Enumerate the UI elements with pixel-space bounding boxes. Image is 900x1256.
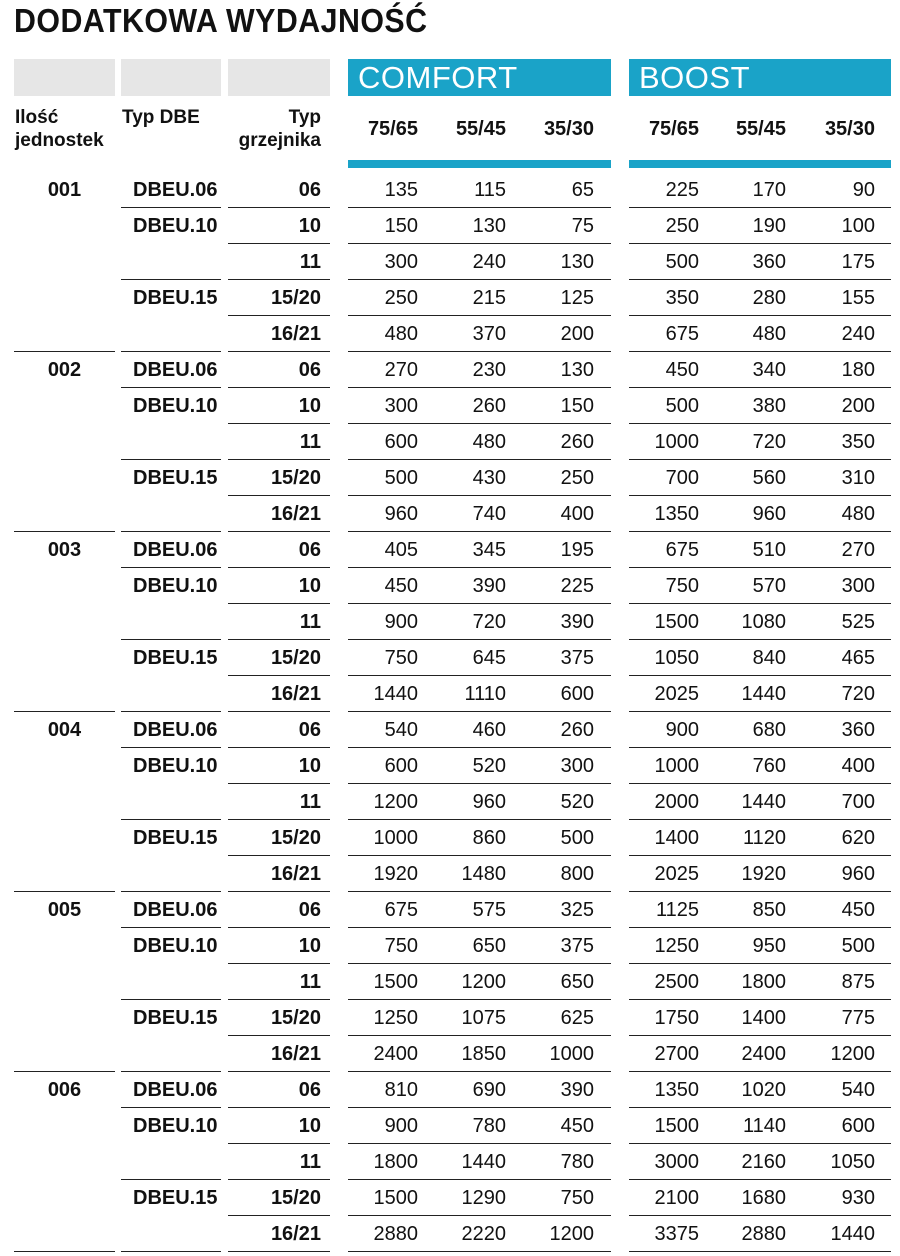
boost-value-cell: 570 <box>752 575 786 597</box>
boost-value-cell: 510 <box>752 539 786 561</box>
row-divider <box>228 1251 330 1252</box>
boost-value-cell: 560 <box>752 467 786 489</box>
table-row <box>0 424 900 460</box>
comfort-value-cell: 2400 <box>373 1043 418 1065</box>
boost-value-cell: 1800 <box>741 971 786 993</box>
comfort-value-cell: 1290 <box>461 1187 506 1209</box>
radiator-type-cell: 11 <box>299 971 321 993</box>
comfort-value-cell: 650 <box>472 935 506 957</box>
units-header-line1: Ilość <box>15 107 59 128</box>
boost-value-cell: 1080 <box>741 611 786 633</box>
dbe-type-cell: DBEU.06 <box>133 179 218 201</box>
comfort-value-cell: 260 <box>472 395 506 417</box>
comfort-value-cell: 520 <box>472 755 506 777</box>
comfort-value-cell: 65 <box>571 179 594 201</box>
radiator-type-cell: 11 <box>299 791 321 813</box>
comfort-value-cell: 650 <box>560 971 594 993</box>
boost-value-cell: 450 <box>665 359 699 381</box>
boost-value-cell: 720 <box>841 683 875 705</box>
comfort-value-cell: 345 <box>472 539 506 561</box>
boost-value-cell: 350 <box>841 431 875 453</box>
comfort-value-cell: 1200 <box>373 791 418 813</box>
boost-value-cell: 2025 <box>654 863 699 885</box>
boost-value-cell: 1050 <box>654 647 699 669</box>
comfort-value-cell: 1440 <box>461 1151 506 1173</box>
header-box-dbe <box>121 59 221 96</box>
comfort-value-cell: 130 <box>560 359 594 381</box>
comfort-value-cell: 240 <box>472 251 506 273</box>
comfort-value-cell: 390 <box>560 611 594 633</box>
boost-temp-header: 75/65 <box>648 118 699 140</box>
table-row <box>0 208 900 244</box>
boost-value-cell: 930 <box>841 1187 875 1209</box>
boost-value-cell: 1440 <box>830 1223 875 1245</box>
comfort-value-cell: 130 <box>472 215 506 237</box>
comfort-value-cell: 2220 <box>461 1223 506 1245</box>
comfort-value-cell: 750 <box>560 1187 594 1209</box>
boost-value-cell: 1750 <box>654 1007 699 1029</box>
comfort-value-cell: 150 <box>384 215 418 237</box>
radiator-type-cell: 06 <box>298 359 321 381</box>
comfort-value-cell: 1850 <box>461 1043 506 1065</box>
radiator-type-cell: 15/20 <box>270 827 321 849</box>
dbe-type-cell: DBEU.06 <box>133 539 218 561</box>
comfort-value-cell: 400 <box>560 503 594 525</box>
boost-value-cell: 1020 <box>741 1079 786 1101</box>
boost-value-cell: 465 <box>841 647 875 669</box>
boost-value-cell: 2880 <box>741 1223 786 1245</box>
radiator-type-cell: 16/21 <box>270 323 321 345</box>
boost-value-cell: 170 <box>752 179 786 201</box>
comfort-value-cell: 1000 <box>549 1043 594 1065</box>
boost-value-cell: 760 <box>752 755 786 777</box>
boost-value-cell: 280 <box>752 287 786 309</box>
dbe-type-cell: DBEU.06 <box>133 719 218 741</box>
boost-value-cell: 450 <box>841 899 875 921</box>
table-row <box>0 532 900 568</box>
boost-value-cell: 1125 <box>655 899 699 921</box>
radiator-header-line2: grzejnika <box>238 130 321 151</box>
boost-value-cell: 350 <box>665 287 699 309</box>
radiator-type-cell: 06 <box>298 179 321 201</box>
boost-value-cell: 2700 <box>654 1043 699 1065</box>
comfort-value-cell: 960 <box>472 791 506 813</box>
radiator-type-cell: 15/20 <box>270 647 321 669</box>
dbe-type-cell: DBEU.10 <box>133 755 218 777</box>
boost-value-cell: 1500 <box>654 1115 699 1137</box>
comfort-value-cell: 1480 <box>461 863 506 885</box>
comfort-value-cell: 250 <box>384 287 418 309</box>
row-divider <box>121 1251 221 1252</box>
comfort-temp-header: 75/65 <box>367 118 418 140</box>
comfort-value-cell: 1500 <box>373 1187 418 1209</box>
dbe-type-cell: DBEU.10 <box>133 215 218 237</box>
table-row <box>0 388 900 424</box>
dbe-column-header: Typ DBE <box>122 107 200 128</box>
boost-value-cell: 840 <box>752 647 786 669</box>
boost-header: BOOST <box>629 59 891 96</box>
boost-value-cell: 500 <box>665 251 699 273</box>
table-row <box>0 1216 900 1252</box>
boost-value-cell: 300 <box>841 575 875 597</box>
comfort-value-cell: 675 <box>384 899 418 921</box>
comfort-header-underline <box>348 160 611 168</box>
comfort-value-cell: 2880 <box>373 1223 418 1245</box>
boost-value-cell: 1500 <box>654 611 699 633</box>
table-row <box>0 1036 900 1072</box>
boost-header-underline <box>629 160 891 168</box>
dbe-type-cell: DBEU.06 <box>133 899 218 921</box>
comfort-value-cell: 130 <box>560 251 594 273</box>
table-row <box>0 604 900 640</box>
boost-value-cell: 240 <box>841 323 875 345</box>
boost-value-cell: 700 <box>841 791 875 813</box>
comfort-value-cell: 720 <box>472 611 506 633</box>
table-row <box>0 460 900 496</box>
header-box-units <box>14 59 115 96</box>
row-divider <box>629 1251 891 1252</box>
comfort-value-cell: 460 <box>472 719 506 741</box>
boost-value-cell: 1000 <box>654 755 699 777</box>
comfort-value-cell: 500 <box>560 827 594 849</box>
radiator-type-cell: 10 <box>298 575 321 597</box>
radiator-type-cell: 11 <box>299 431 321 453</box>
boost-value-cell: 155 <box>841 287 875 309</box>
table-row <box>0 1144 900 1180</box>
comfort-value-cell: 1440 <box>373 683 418 705</box>
comfort-value-cell: 370 <box>472 323 506 345</box>
units-cell: 001 <box>47 179 82 201</box>
comfort-value-cell: 390 <box>560 1079 594 1101</box>
radiator-type-cell: 11 <box>299 1151 321 1173</box>
boost-value-cell: 1350 <box>654 1079 699 1101</box>
boost-value-cell: 875 <box>841 971 875 993</box>
boost-value-cell: 270 <box>841 539 875 561</box>
comfort-value-cell: 1800 <box>373 1151 418 1173</box>
comfort-value-cell: 125 <box>560 287 594 309</box>
table-row <box>0 172 900 208</box>
radiator-type-cell: 16/21 <box>270 1043 321 1065</box>
radiator-type-cell: 16/21 <box>270 683 321 705</box>
comfort-value-cell: 150 <box>560 395 594 417</box>
boost-value-cell: 2400 <box>741 1043 786 1065</box>
comfort-value-cell: 960 <box>384 503 418 525</box>
boost-value-cell: 960 <box>752 503 786 525</box>
boost-value-cell: 900 <box>665 719 699 741</box>
table-row <box>0 1072 900 1108</box>
comfort-value-cell: 430 <box>472 467 506 489</box>
boost-value-cell: 1250 <box>654 935 699 957</box>
boost-value-cell: 180 <box>841 359 875 381</box>
dbe-type-cell: DBEU.15 <box>133 287 218 309</box>
dbe-type-cell: DBEU.15 <box>133 827 218 849</box>
boost-value-cell: 1440 <box>741 683 786 705</box>
radiator-type-cell: 10 <box>298 1115 321 1137</box>
boost-temp-header: 35/30 <box>824 118 875 140</box>
comfort-value-cell: 1250 <box>373 1007 418 1029</box>
boost-value-cell: 540 <box>841 1079 875 1101</box>
header-box-radiator <box>228 59 330 96</box>
dbe-type-cell: DBEU.06 <box>133 359 218 381</box>
group-divider <box>14 1251 115 1252</box>
dbe-type-cell: DBEU.06 <box>133 1079 218 1101</box>
radiator-type-cell: 16/21 <box>270 1223 321 1245</box>
radiator-type-cell: 10 <box>298 935 321 957</box>
radiator-type-cell: 10 <box>298 215 321 237</box>
boost-value-cell: 175 <box>841 251 875 273</box>
boost-value-cell: 950 <box>752 935 786 957</box>
table-row <box>0 928 900 964</box>
boost-value-cell: 1120 <box>742 827 786 849</box>
boost-value-cell: 750 <box>665 575 699 597</box>
boost-value-cell: 1050 <box>830 1151 875 1173</box>
comfort-value-cell: 750 <box>384 647 418 669</box>
boost-value-cell: 90 <box>852 179 875 201</box>
radiator-type-cell: 16/21 <box>270 503 321 525</box>
comfort-value-cell: 200 <box>560 323 594 345</box>
dbe-type-cell: DBEU.15 <box>133 1187 218 1209</box>
boost-value-cell: 1680 <box>741 1187 786 1209</box>
comfort-value-cell: 230 <box>472 359 506 381</box>
boost-value-cell: 2100 <box>654 1187 699 1209</box>
boost-value-cell: 1400 <box>654 827 699 849</box>
boost-value-cell: 360 <box>752 251 786 273</box>
comfort-value-cell: 300 <box>384 395 418 417</box>
boost-value-cell: 340 <box>752 359 786 381</box>
table-row <box>0 1000 900 1036</box>
comfort-value-cell: 300 <box>384 251 418 273</box>
radiator-type-cell: 06 <box>298 899 321 921</box>
radiator-type-cell: 06 <box>298 539 321 561</box>
comfort-header: COMFORT <box>348 59 611 96</box>
table-row <box>0 1180 900 1216</box>
comfort-value-cell: 1075 <box>461 1007 506 1029</box>
dbe-type-cell: DBEU.15 <box>133 467 218 489</box>
comfort-value-cell: 900 <box>384 1115 418 1137</box>
comfort-value-cell: 800 <box>560 863 594 885</box>
boost-value-cell: 2025 <box>654 683 699 705</box>
radiator-type-cell: 10 <box>298 395 321 417</box>
dbe-type-cell: DBEU.10 <box>133 395 218 417</box>
comfort-value-cell: 250 <box>560 467 594 489</box>
boost-value-cell: 100 <box>841 215 875 237</box>
boost-value-cell: 1400 <box>741 1007 786 1029</box>
radiator-type-cell: 15/20 <box>270 467 321 489</box>
boost-value-cell: 225 <box>665 179 699 201</box>
radiator-type-cell: 11 <box>299 251 321 273</box>
comfort-value-cell: 1200 <box>549 1223 594 1245</box>
units-cell: 003 <box>47 539 82 561</box>
boost-value-cell: 675 <box>665 323 699 345</box>
table-row <box>0 856 900 892</box>
dbe-type-cell: DBEU.10 <box>133 935 218 957</box>
comfort-value-cell: 520 <box>560 791 594 813</box>
boost-value-cell: 2160 <box>741 1151 786 1173</box>
boost-value-cell: 190 <box>752 215 786 237</box>
comfort-value-cell: 215 <box>472 287 506 309</box>
table-row <box>0 748 900 784</box>
comfort-value-cell: 625 <box>560 1007 594 1029</box>
boost-value-cell: 500 <box>665 395 699 417</box>
units-cell: 005 <box>47 899 82 921</box>
comfort-value-cell: 690 <box>472 1079 506 1101</box>
page-title: DODATKOWA WYDAJNOŚĆ <box>14 2 428 39</box>
comfort-value-cell: 1000 <box>373 827 418 849</box>
table-row <box>0 316 900 352</box>
comfort-temp-header: 55/45 <box>455 118 506 140</box>
boost-value-cell: 620 <box>841 827 875 849</box>
boost-value-cell: 2500 <box>654 971 699 993</box>
boost-temp-header: 55/45 <box>735 118 786 140</box>
comfort-value-cell: 500 <box>384 467 418 489</box>
performance-table <box>0 172 900 1252</box>
comfort-value-cell: 450 <box>560 1115 594 1137</box>
radiator-type-cell: 10 <box>298 755 321 777</box>
table-row <box>0 244 900 280</box>
table-row <box>0 676 900 712</box>
table-row <box>0 712 900 748</box>
boost-value-cell: 1000 <box>654 431 699 453</box>
row-divider <box>348 1251 611 1252</box>
boost-value-cell: 310 <box>841 467 875 489</box>
table-row <box>0 496 900 532</box>
comfort-value-cell: 540 <box>384 719 418 741</box>
comfort-value-cell: 375 <box>560 935 594 957</box>
comfort-value-cell: 480 <box>472 431 506 453</box>
comfort-value-cell: 270 <box>384 359 418 381</box>
radiator-type-cell: 16/21 <box>270 863 321 885</box>
boost-value-cell: 775 <box>841 1007 875 1029</box>
comfort-value-cell: 600 <box>384 431 418 453</box>
radiator-type-cell: 06 <box>298 719 321 741</box>
comfort-value-cell: 645 <box>472 647 506 669</box>
boost-value-cell: 200 <box>841 395 875 417</box>
boost-value-cell: 700 <box>665 467 699 489</box>
comfort-value-cell: 375 <box>560 647 594 669</box>
table-row <box>0 820 900 856</box>
boost-value-cell: 3375 <box>654 1223 699 1245</box>
dbe-type-cell: DBEU.10 <box>133 575 218 597</box>
comfort-value-cell: 115 <box>474 179 506 201</box>
radiator-type-cell: 11 <box>299 611 321 633</box>
comfort-value-cell: 325 <box>560 899 594 921</box>
table-row <box>0 1108 900 1144</box>
units-cell: 006 <box>47 1079 82 1101</box>
comfort-value-cell: 1200 <box>461 971 506 993</box>
boost-value-cell: 1350 <box>654 503 699 525</box>
radiator-type-cell: 15/20 <box>270 287 321 309</box>
comfort-value-cell: 600 <box>560 683 594 705</box>
comfort-temp-header: 35/30 <box>543 118 594 140</box>
comfort-value-cell: 450 <box>384 575 418 597</box>
boost-value-cell: 680 <box>752 719 786 741</box>
radiator-type-cell: 06 <box>298 1079 321 1101</box>
table-row <box>0 892 900 928</box>
units-cell: 004 <box>47 719 82 741</box>
dbe-type-cell: DBEU.15 <box>133 647 218 669</box>
comfort-value-cell: 260 <box>560 719 594 741</box>
boost-value-cell: 720 <box>752 431 786 453</box>
boost-value-cell: 2000 <box>654 791 699 813</box>
comfort-value-cell: 780 <box>472 1115 506 1137</box>
comfort-value-cell: 195 <box>560 539 594 561</box>
units-column-header <box>15 106 104 152</box>
boost-value-cell: 500 <box>841 935 875 957</box>
boost-value-cell: 360 <box>841 719 875 741</box>
table-row <box>0 640 900 676</box>
comfort-value-cell: 75 <box>571 215 594 237</box>
comfort-value-cell: 300 <box>560 755 594 777</box>
comfort-value-cell: 135 <box>384 179 418 201</box>
boost-value-cell: 380 <box>752 395 786 417</box>
radiator-header-line1: Typ <box>288 107 321 128</box>
boost-value-cell: 850 <box>752 899 786 921</box>
table-row <box>0 568 900 604</box>
boost-value-cell: 480 <box>752 323 786 345</box>
dbe-type-cell: DBEU.10 <box>133 1115 218 1137</box>
comfort-value-cell: 780 <box>560 1151 594 1173</box>
comfort-value-cell: 900 <box>384 611 418 633</box>
boost-value-cell: 1920 <box>741 863 786 885</box>
units-cell: 002 <box>47 359 82 381</box>
boost-value-cell: 480 <box>841 503 875 525</box>
boost-value-cell: 675 <box>665 539 699 561</box>
boost-value-cell: 400 <box>841 755 875 777</box>
comfort-value-cell: 1920 <box>373 863 418 885</box>
comfort-value-cell: 600 <box>384 755 418 777</box>
table-row <box>0 352 900 388</box>
table-row <box>0 280 900 316</box>
boost-value-cell: 1200 <box>830 1043 875 1065</box>
boost-value-cell: 3000 <box>654 1151 699 1173</box>
dbe-type-cell: DBEU.15 <box>133 1007 218 1029</box>
comfort-value-cell: 575 <box>472 899 506 921</box>
units-header-line2: jednostek <box>15 130 104 151</box>
radiator-type-cell: 15/20 <box>270 1007 321 1029</box>
comfort-value-cell: 810 <box>384 1079 418 1101</box>
radiator-column-header <box>228 106 321 152</box>
comfort-value-cell: 405 <box>384 539 418 561</box>
comfort-value-cell: 260 <box>560 431 594 453</box>
radiator-type-cell: 15/20 <box>270 1187 321 1209</box>
boost-value-cell: 960 <box>841 863 875 885</box>
boost-value-cell: 1140 <box>742 1115 786 1137</box>
comfort-value-cell: 1500 <box>373 971 418 993</box>
comfort-value-cell: 750 <box>384 935 418 957</box>
comfort-value-cell: 225 <box>560 575 594 597</box>
comfort-value-cell: 740 <box>472 503 506 525</box>
comfort-value-cell: 860 <box>472 827 506 849</box>
boost-value-cell: 1440 <box>741 791 786 813</box>
boost-value-cell: 600 <box>841 1115 875 1137</box>
comfort-value-cell: 1110 <box>464 683 506 705</box>
table-row <box>0 964 900 1000</box>
boost-value-cell: 525 <box>841 611 875 633</box>
comfort-value-cell: 390 <box>472 575 506 597</box>
table-row <box>0 784 900 820</box>
comfort-value-cell: 480 <box>384 323 418 345</box>
boost-value-cell: 250 <box>665 215 699 237</box>
